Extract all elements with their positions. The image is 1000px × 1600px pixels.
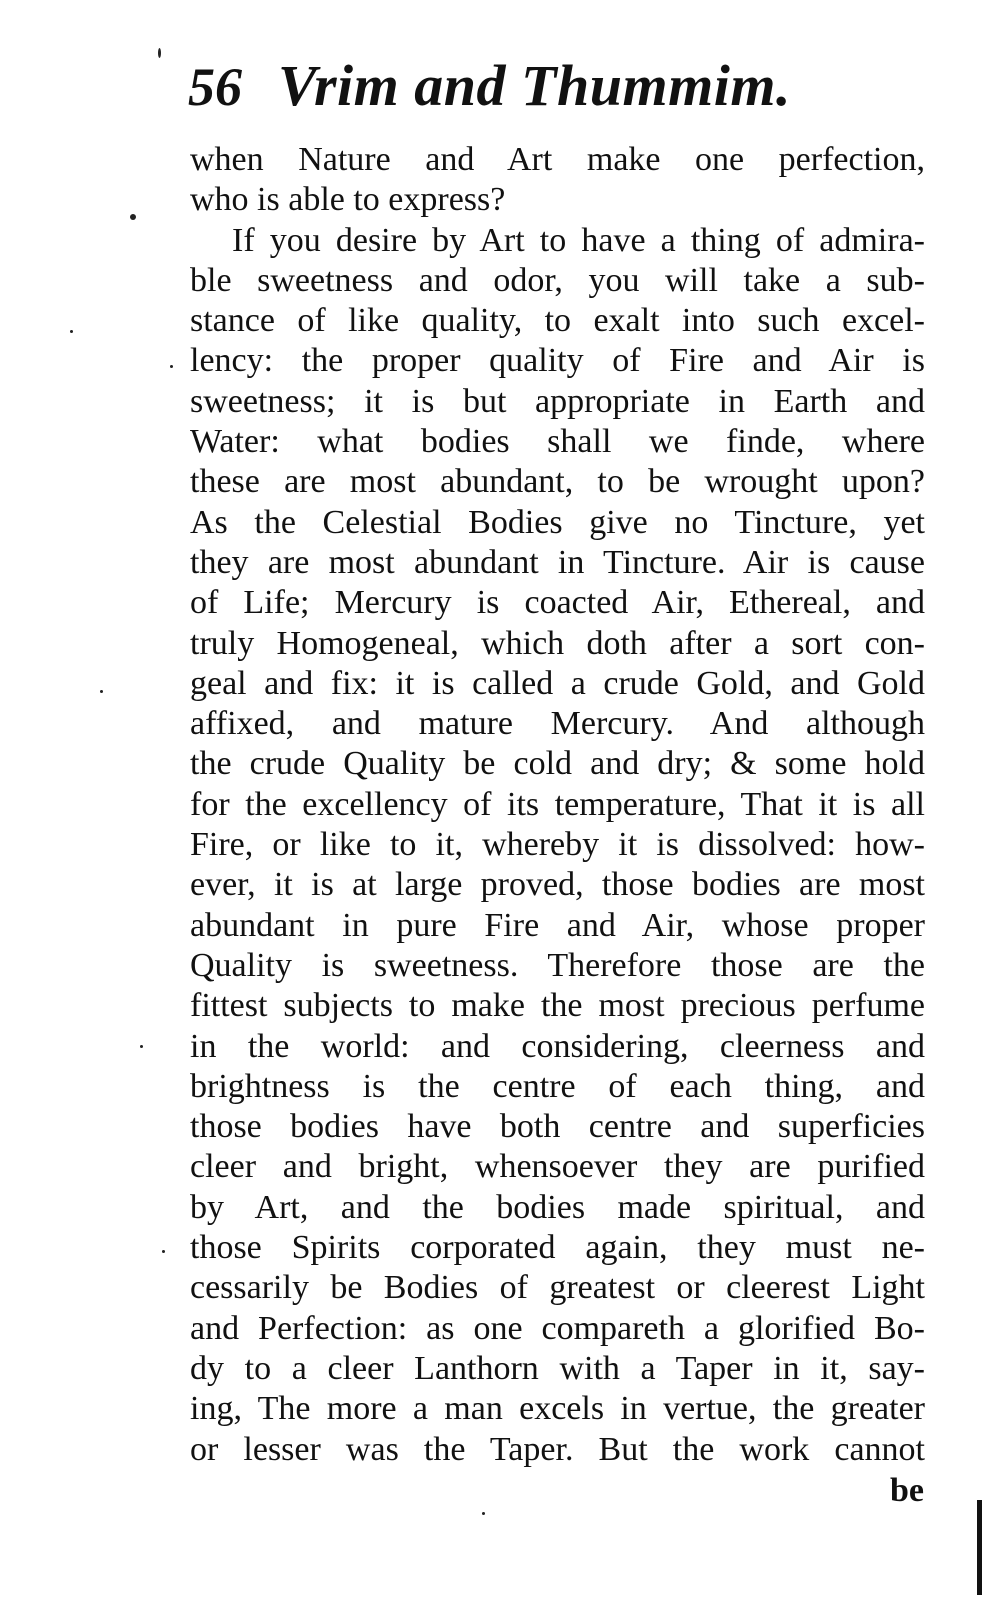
text-line: when Nature and Art make one perfection, <box>190 141 925 178</box>
scan-speck <box>100 690 103 693</box>
text-line: cleer and bright, whensoever they are purified <box>190 1148 925 1186</box>
text-line: Water: what bodies shall we finde, where <box>190 423 925 461</box>
text-line: of Life; Mercury is coacted Air, Ethereal, and <box>190 584 925 622</box>
text-line: truly Homogeneal, which doth after a sort con- <box>190 624 925 662</box>
page-header <box>188 52 928 132</box>
body-text <box>190 140 925 1470</box>
text-line: in the world: and considering, cleerness and <box>190 1027 925 1065</box>
text-line: or lesser was the Taper. But the work cannot <box>190 1430 925 1468</box>
text-line: brightness is the centre of each thing, and <box>190 1067 925 1105</box>
text-line: dy to a cleer Lanthorn with a Taper in it, say- <box>190 1349 925 1387</box>
text-line: those Spirits corporated again, they must ne- <box>190 1229 925 1267</box>
text-line: abundant in pure Fire and Air, whose proper <box>190 906 925 944</box>
text-line: ing, The more a man excels in vertue, the greater <box>190 1390 925 1428</box>
text-line: those bodies have both centre and superficies <box>190 1108 925 1146</box>
text-line: for the excellency of its temperature, That it is all <box>190 785 925 823</box>
text-line: As the Celestial Bodies give no Tincture, yet <box>190 503 925 541</box>
text-line: by Art, and the bodies made spiritual, and <box>190 1188 925 1226</box>
scan-speck <box>162 1250 165 1253</box>
page-number: 56 <box>188 57 242 117</box>
text-line: cessarily be Bodies of greatest or cleerest Light <box>190 1269 925 1307</box>
text-line: ever, it is at large proved, those bodies are most <box>190 866 925 904</box>
scan-speck <box>140 1045 143 1048</box>
text-line: sweetness; it is but appropriate in Earth and <box>190 382 925 420</box>
text-line: stance of like quality, to exalt into such excel- <box>190 302 925 340</box>
text-line: Fire, or like to it, whereby it is dissolved: how- <box>190 826 925 864</box>
scan-speck <box>482 1512 485 1515</box>
scan-speck <box>70 330 73 333</box>
text-line: geal and fix: it is called a crude Gold, and Gold <box>190 664 925 702</box>
scan-speck <box>158 48 161 58</box>
text-line: these are most abundant, to be wrought upon? <box>190 463 925 501</box>
catchword: be <box>890 1472 924 1509</box>
text-line: and Perfection: as one compareth a glorified Bo- <box>190 1309 925 1347</box>
text-line: lency: the proper quality of Fire and Air is <box>190 342 925 380</box>
text-line: Quality is sweetness. Therefore those are the <box>190 946 925 984</box>
scan-speck <box>170 365 173 368</box>
text-line: they are most abundant in Tincture. Air is cause <box>190 543 925 581</box>
text-line: affixed, and mature Mercury. And although <box>190 705 925 743</box>
page-edge-mark <box>977 1500 982 1595</box>
scan-speck <box>130 214 136 220</box>
text-line: who is able to express? <box>190 181 506 219</box>
text-line: ble sweetness and odor, you will take a sub- <box>190 261 925 299</box>
paragraph-first-line: If you desire by Art to have a thing of admira- <box>232 221 925 259</box>
text-line: the crude Quality be cold and dry; & some hold <box>190 745 925 783</box>
running-title: Vrim and Thummim. <box>278 53 791 118</box>
text-line: fittest subjects to make the most precious perfume <box>190 987 925 1025</box>
